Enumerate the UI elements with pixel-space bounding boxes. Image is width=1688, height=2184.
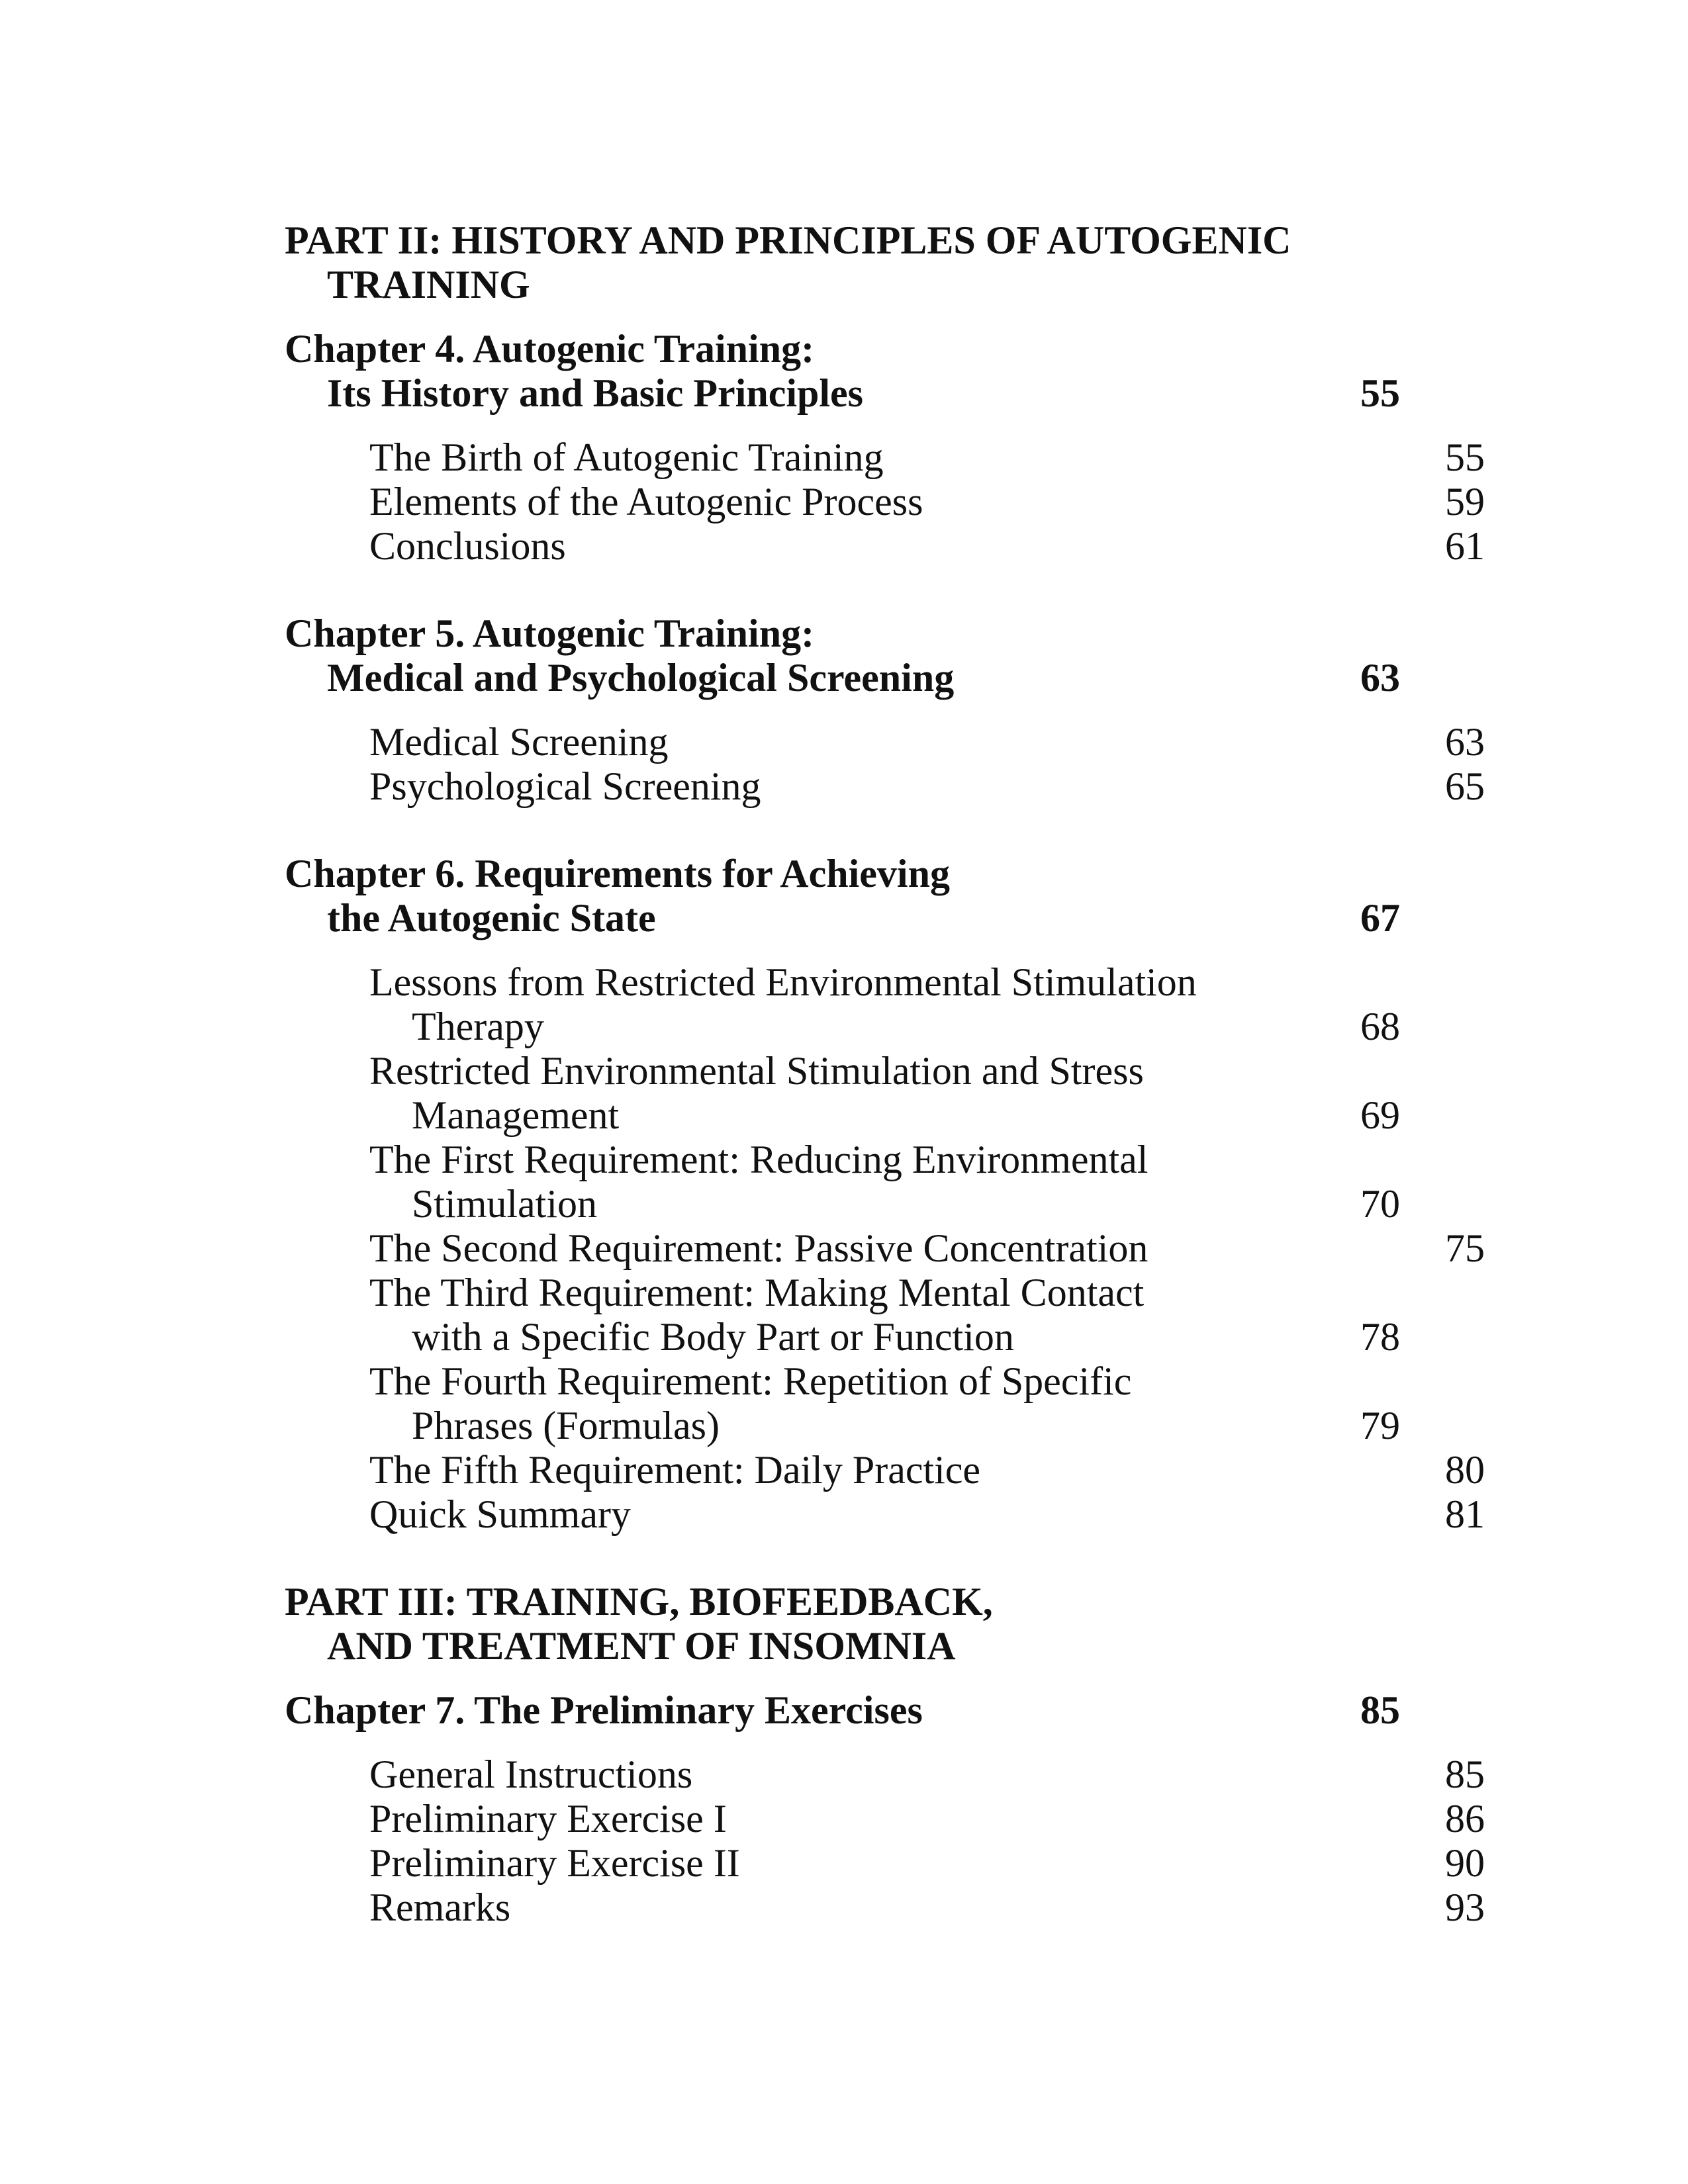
section-entry[interactable]: [285, 720, 1485, 764]
chapter-7-entry[interactable]: [285, 1688, 1400, 1733]
section-page: 61: [1445, 524, 1485, 568]
section-title-line-2: Phrases (Formulas): [412, 1404, 720, 1447]
section-page: 79: [1360, 1404, 1400, 1447]
part-2-heading: [285, 218, 1400, 307]
section-title-line-1: The Third Requirement: Making Mental Contact: [369, 1271, 1145, 1314]
section-entry[interactable]: [285, 1271, 1400, 1359]
chapter-5-entry[interactable]: [285, 612, 1400, 700]
section-title-line-2: with a Specific Body Part or Function: [412, 1315, 1014, 1359]
section-page: 80: [1445, 1448, 1485, 1492]
section-entry[interactable]: [285, 480, 1485, 524]
part-3-heading: [285, 1580, 1400, 1668]
section-entry[interactable]: [285, 435, 1485, 480]
section-page: 85: [1445, 1752, 1485, 1796]
chapter-5-title-line-1: Chapter 5. Autogenic Training:: [285, 612, 815, 655]
section-entry[interactable]: [285, 1448, 1485, 1492]
section-page: 59: [1445, 480, 1485, 523]
section-title-line-1: Restricted Environmental Stimulation and Stress: [369, 1049, 1144, 1093]
section-page: 78: [1360, 1315, 1400, 1359]
section-entry[interactable]: [285, 1359, 1400, 1448]
chapter-4-entry[interactable]: [285, 327, 1400, 416]
section-title-line-1: The First Requirement: Reducing Environmental: [369, 1138, 1149, 1181]
section-title: Medical Screening: [369, 720, 669, 764]
table-of-contents: [285, 218, 1485, 1930]
section-page: 86: [1445, 1797, 1485, 1841]
section-entry[interactable]: [285, 764, 1485, 809]
chapter-4-title-line-2: Its History and Basic Principles: [327, 371, 864, 415]
section-entry[interactable]: [285, 1797, 1485, 1841]
section-entry[interactable]: [285, 1049, 1400, 1138]
chapter-6-title-line-2: the Autogenic State: [327, 896, 656, 940]
section-title: Remarks: [369, 1886, 511, 1929]
chapter-4-page: 55: [1360, 371, 1400, 415]
section-entry[interactable]: [285, 1841, 1485, 1886]
section-page: 63: [1445, 720, 1485, 764]
section-title: Quick Summary: [369, 1492, 631, 1536]
section-page: 65: [1445, 764, 1485, 808]
section-page: 68: [1360, 1005, 1400, 1048]
section-entry[interactable]: [285, 524, 1485, 569]
section-title: Preliminary Exercise II: [369, 1841, 740, 1885]
chapter-6-title-line-1: Chapter 6. Requirements for Achieving: [285, 852, 950, 895]
section-entry[interactable]: [285, 1226, 1485, 1271]
section-title: General Instructions: [369, 1752, 693, 1796]
part-2-title-line-2: TRAINING: [327, 263, 530, 306]
section-entry[interactable]: [285, 1492, 1485, 1537]
section-title: The Birth of Autogenic Training: [369, 435, 884, 479]
section-page: 90: [1445, 1841, 1485, 1885]
section-page: 70: [1360, 1182, 1400, 1226]
section-title: Psychological Screening: [369, 764, 761, 808]
section-page: 93: [1445, 1886, 1485, 1929]
chapter-6-page: 67: [1360, 896, 1400, 940]
section-page: 69: [1360, 1093, 1400, 1137]
section-page: 81: [1445, 1492, 1485, 1536]
section-title-line-2: Stimulation: [412, 1182, 598, 1226]
section-title: The Fifth Requirement: Daily Practice: [369, 1448, 981, 1492]
chapter-7-page: 85: [1360, 1688, 1400, 1732]
section-title: Preliminary Exercise I: [369, 1797, 727, 1841]
section-title: Elements of the Autogenic Process: [369, 480, 923, 523]
section-entry[interactable]: [285, 960, 1400, 1049]
chapter-4-title-line-1: Chapter 4. Autogenic Training:: [285, 327, 815, 371]
section-title-line-1: The Fourth Requirement: Repetition of Specific: [369, 1359, 1132, 1403]
section-page: 55: [1445, 435, 1485, 479]
part-2-title-line-1: PART II: HISTORY AND PRINCIPLES OF AUTOGENIC: [285, 218, 1291, 262]
chapter-5-title-line-2: Medical and Psychological Screening: [327, 656, 955, 700]
part-3-title-line-1: PART III: TRAINING, BIOFEEDBACK,: [285, 1580, 993, 1623]
chapter-5-page: 63: [1360, 656, 1400, 700]
chapter-6-entry[interactable]: [285, 852, 1400, 940]
section-entry[interactable]: [285, 1886, 1485, 1930]
section-title-line-1: Lessons from Restricted Environmental Stimulation: [369, 960, 1197, 1004]
section-entry[interactable]: [285, 1138, 1400, 1226]
section-title: Conclusions: [369, 524, 566, 568]
section-entry[interactable]: [285, 1752, 1485, 1797]
section-title-line-2: Therapy: [412, 1005, 544, 1048]
section-title: The Second Requirement: Passive Concentration: [369, 1226, 1149, 1270]
chapter-7-title: Chapter 7. The Preliminary Exercises: [285, 1688, 923, 1732]
section-page: 75: [1445, 1226, 1485, 1270]
part-3-title-line-2: AND TREATMENT OF INSOMNIA: [327, 1624, 956, 1668]
section-title-line-2: Management: [412, 1093, 620, 1137]
